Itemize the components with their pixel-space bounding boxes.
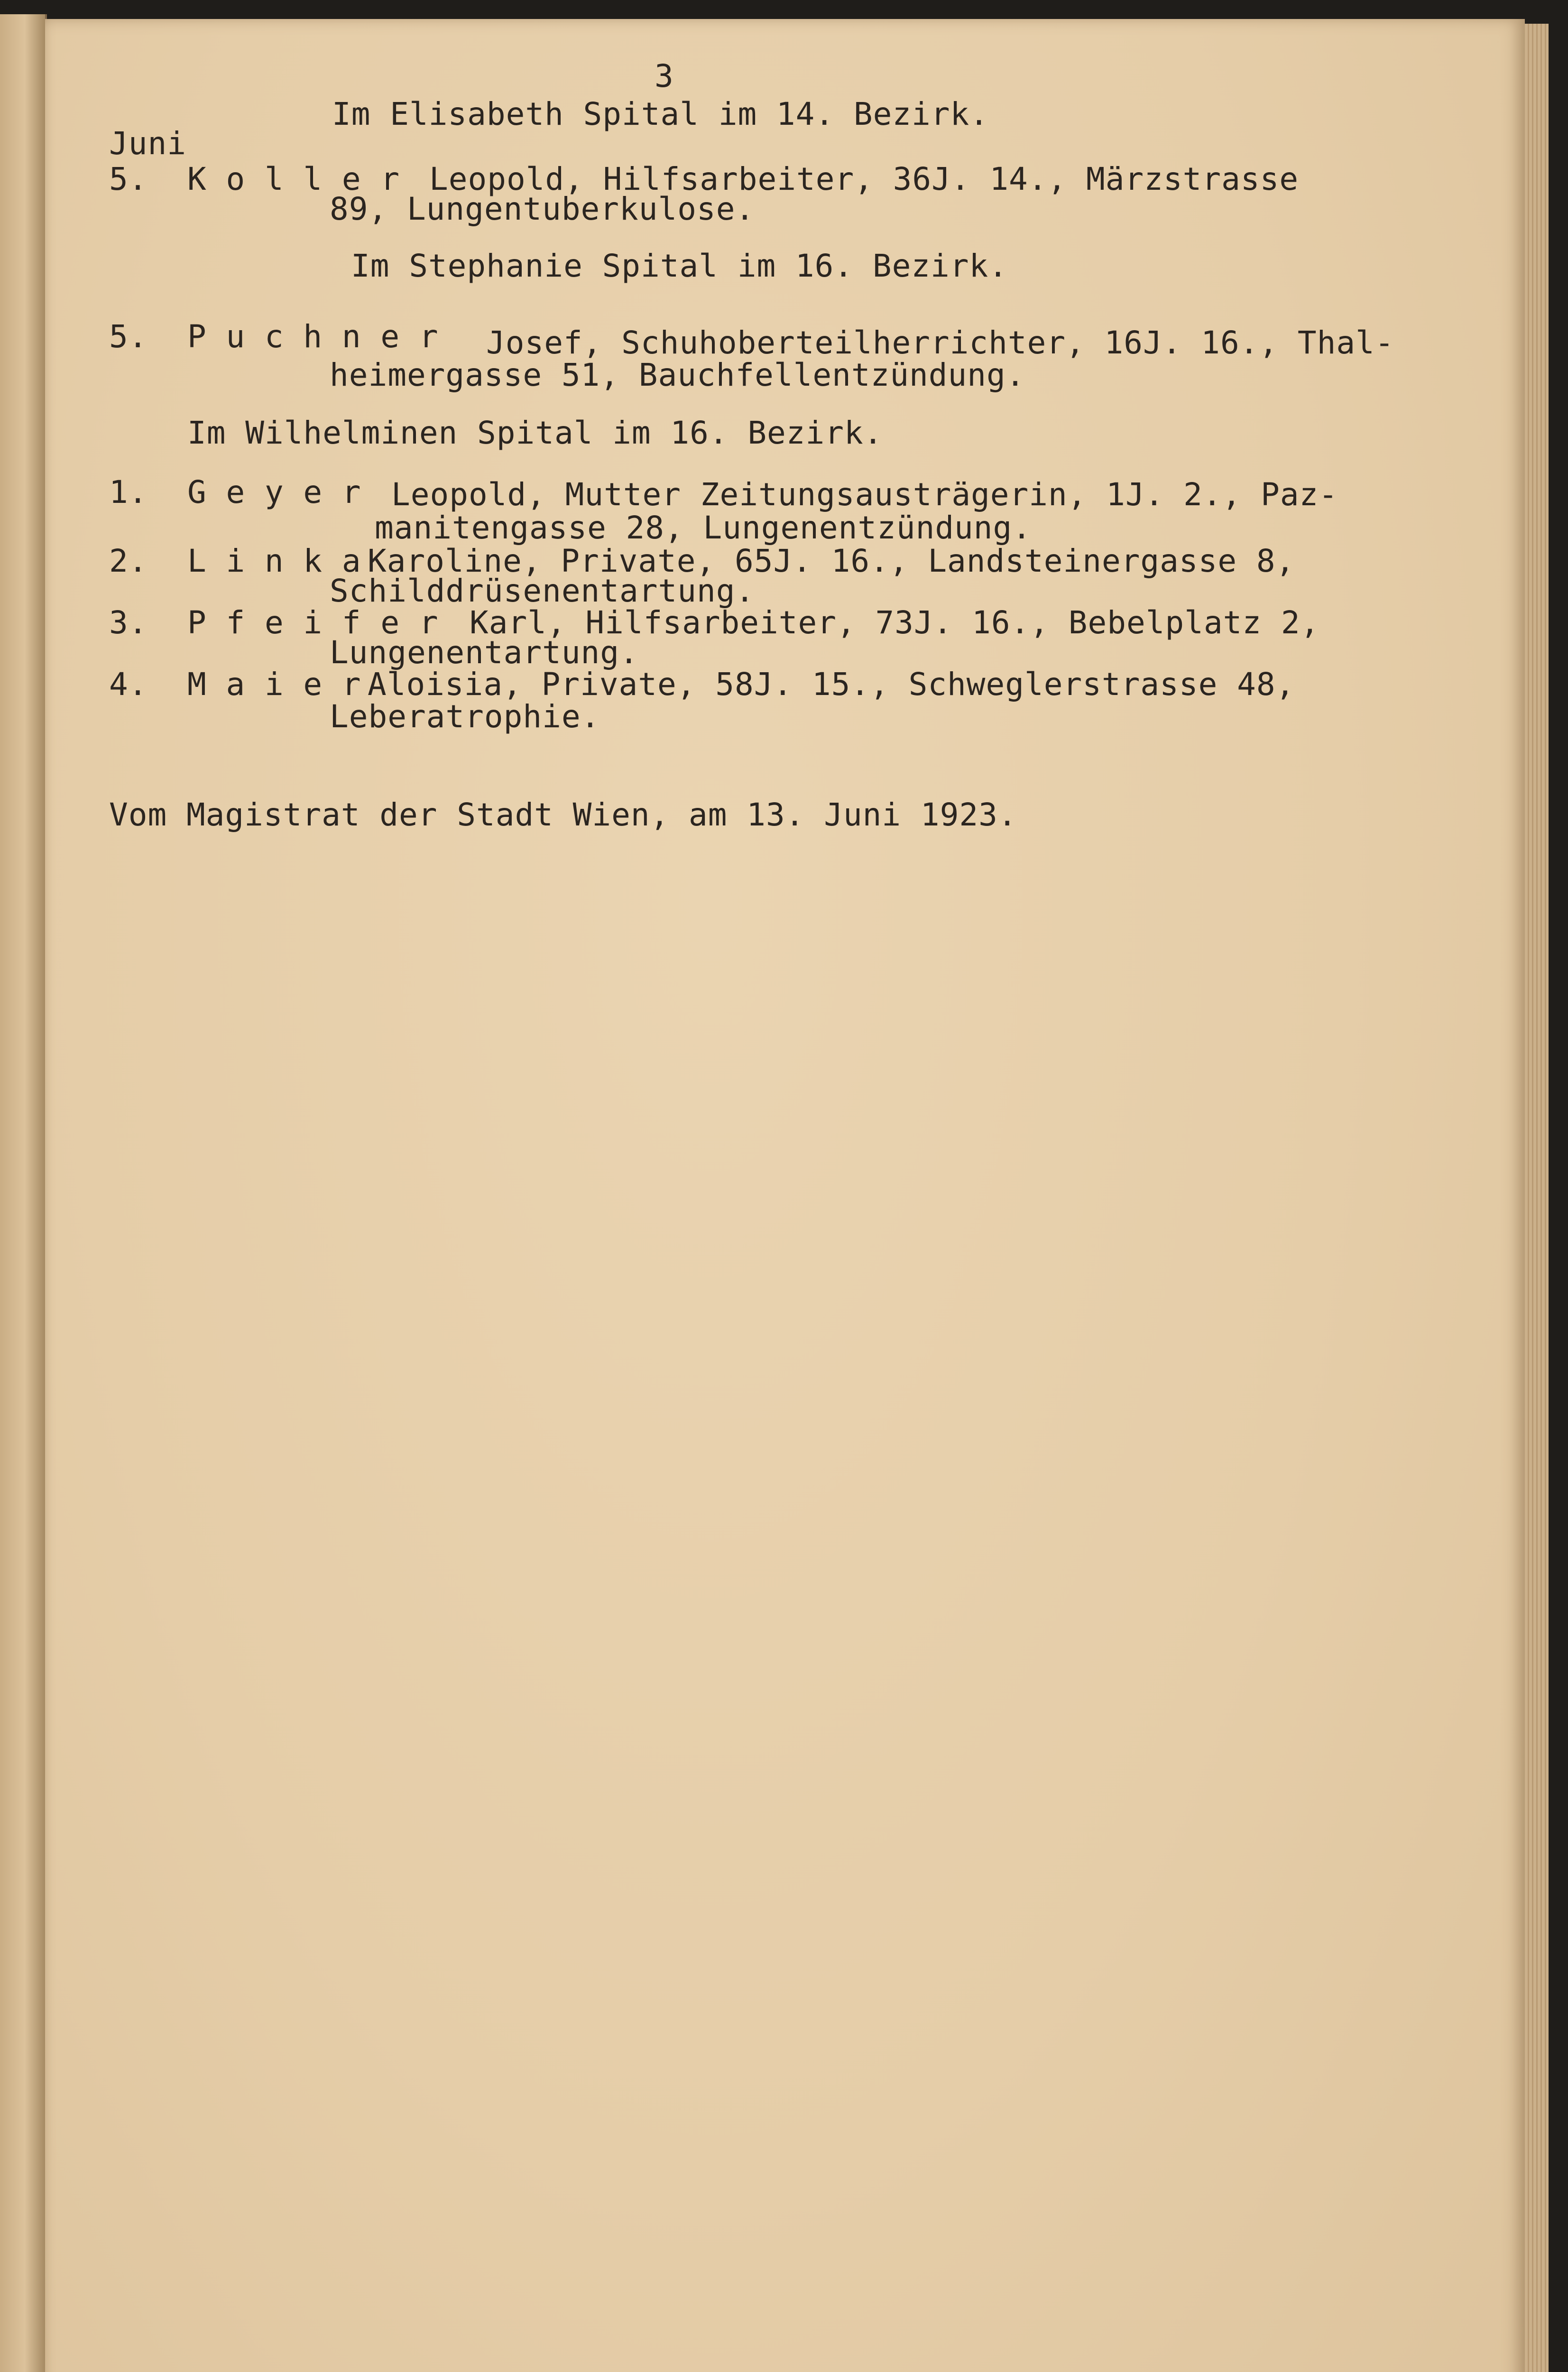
entry-line-continued: Leberatrophie. [330, 698, 600, 735]
entry-number: 4. [109, 666, 148, 703]
section-heading-elisabeth: Im Elisabeth Spital im 14. Bezirk. [332, 96, 989, 132]
entry-surname: M a i e r [187, 666, 361, 703]
entry-line-continued: Schilddrüsenentartung. [330, 573, 755, 609]
signature-line: Vom Magistrat der Stadt Wien, am 13. Juni 1923. [109, 797, 1017, 833]
entry-surname: G e y e r [187, 474, 361, 510]
entry-line: Josef, Schuhoberteilherrichter, 16J. 16., Thal- [486, 324, 1394, 361]
entry-number: 1. [109, 474, 148, 510]
entry-line-continued: manitengasse 28, Lungenentzündung. [375, 510, 1032, 546]
entry-line: Aloisia, Private, 58J. 15., Schweglerstrasse 48, [368, 666, 1295, 703]
month-label: Juni [109, 125, 186, 162]
entry-line: Karl, Hilfsarbeiter, 73J. 16., Bebelplatz 2, [470, 604, 1320, 641]
entry-line-continued: Lungenentartung. [330, 634, 639, 671]
entry-surname: P f e i f e r [187, 604, 439, 641]
entry-line: Leopold, Mutter Zeitungsausträgerin, 1J. 2., Paz- [391, 476, 1338, 513]
entry-line-continued: heimergasse 51, Bauchfellentzündung. [330, 357, 1025, 393]
entry-number: 5. [109, 161, 148, 197]
previous-page-edge [0, 14, 47, 2372]
entry-number: 2. [109, 543, 148, 579]
section-heading-stephanie: Im Stephanie Spital im 16. Bezirk. [351, 248, 1008, 284]
entry-line-continued: 89, Lungentuberkulose. [330, 191, 755, 227]
entry-number: 5. [109, 318, 148, 355]
section-heading-wilhelminen: Im Wilhelminen Spital im 16. Bezirk. [187, 415, 883, 451]
entry-line: Leopold, Hilfsarbeiter, 36J. 14., Märzstrasse [429, 161, 1299, 197]
entry-line: Karoline, Private, 65J. 16., Landsteinergasse 8, [368, 543, 1295, 579]
page-stack-right-edge [1525, 24, 1549, 2372]
entry-surname: L i n k a [187, 543, 361, 579]
entry-number: 3. [109, 604, 148, 641]
entry-surname: K o l l e r [187, 161, 400, 197]
page-number: 3 [655, 58, 674, 94]
entry-surname: P u c h n e r [187, 318, 439, 355]
